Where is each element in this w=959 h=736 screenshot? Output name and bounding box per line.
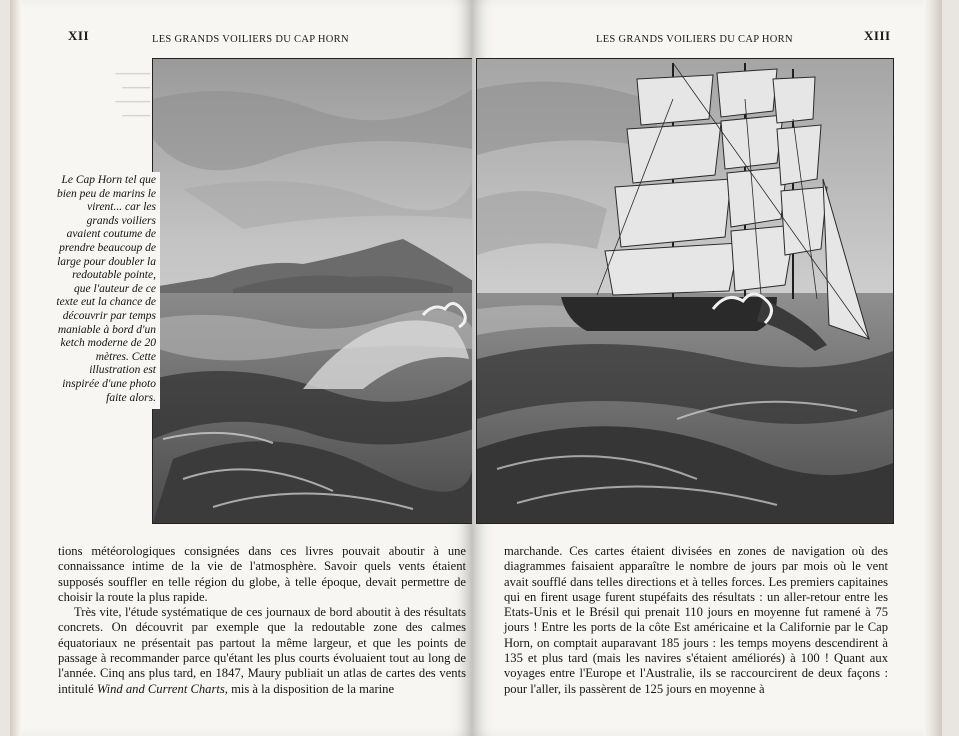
right-page [472, 0, 942, 736]
left-body-text [58, 544, 466, 697]
running-head-right: LES GRANDS VOILIERS DU CAP HORN [596, 34, 793, 45]
left-page [10, 0, 472, 736]
page-edge [924, 0, 942, 736]
right-body-text: marchande. Ces cartes étaient divisées en zones de navigation où des diagrammes faisaient apparaître le nombre de jours par mois où le vent avait soufflé dans telles directions et à telles forces. Les premiers capitaines qui en firent usage furent stupéfaits des résultats : un aller-retour entre les Etats-Unis et le Brésil qui prenait 110 jours en moyenne fut ramené à 75 jours ! Entre les ports de la côte Est américaine et la Californie par le Cap Horn, on comptait auparavant 185 jours : les temps moyens descendirent à 135 et plus tard (mais les navires s'étaient améliorés) à 100 ! Quant aux voyages entre l'Europe et l'Australie, ils se raccourcirent de deux façons : pour l'aller, ils passèrent de 125 jours en moyenne à [504, 544, 888, 696]
figure-caption: Le Cap Horn tel que bien peu de marins le virent... car les grands voiliers avaient coutume de prendre beaucoup de large pour doubler la redoutable pointe, que l'auteur de ce texte eut la chance de découvrir par temps maniable à bord d'un ketch moderne de 20 mètres. Cette illustration est inspirée d'une photo faite alors. [56, 172, 160, 409]
show-through-text: ▁▁▁▁▁ ▁▁▁▁ ▁▁▁▁▁ ▁▁▁▁ [115, 64, 150, 116]
illustration-cape-horn [152, 58, 474, 524]
paragraph-2-end: , mis à la disposition de la marine [224, 681, 395, 696]
paragraph-2-start: Très vite, l'étude systématique de ces journaux de bord aboutit à des résultats concrets. On découvrit par exemple que la redoutable zone des calmes équatoriaux ne présentait pas partout la même largeur, et que les points de passage à recommander parce qu'étant les plus courts évoluaient tout au long de l'année. Cinq ans plus tard, en 1847, Maury publiait un atlas de cartes des vents intitulé [58, 605, 466, 696]
page-number-left: XII [68, 28, 90, 43]
clipper-ship-drawing [477, 59, 893, 523]
atlas-title: Wind and Current Charts [96, 681, 225, 696]
paragraph-2 [58, 605, 466, 697]
illustration-clipper-ship [476, 58, 894, 524]
page-edge [10, 0, 22, 736]
cape-horn-drawing [153, 59, 473, 523]
running-head-left: LES GRANDS VOILIERS DU CAP HORN [152, 34, 349, 45]
paragraph-1: tions météorologiques consignées dans ces livres pouvait aboutir à une connaissance intime de la vie de l'atmosphère. Savoir quels vents étaient supposés souffler en telle région du globe, à telle époque, devait permettre de choisir la route la plus rapide. [58, 544, 466, 604]
page-number-right: XIII [864, 28, 891, 43]
